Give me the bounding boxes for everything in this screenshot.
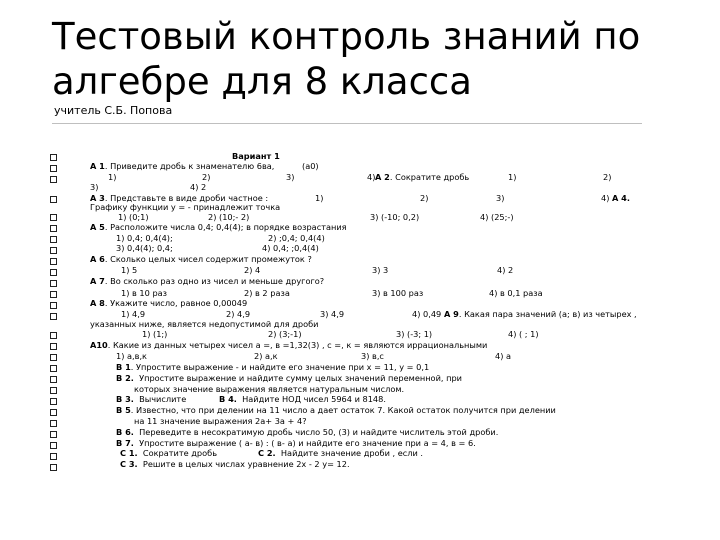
title-line-2: алгебре для 8 класса bbox=[52, 60, 472, 103]
answer-option: 3) в 100 раз bbox=[372, 288, 424, 298]
question-label: А 7 bbox=[90, 276, 105, 286]
question-label: А 9 bbox=[444, 309, 459, 319]
question-label: А 5 bbox=[90, 222, 105, 232]
question-b2-text2: которых значение выражения является натуральным числом. bbox=[134, 384, 405, 394]
answer-option: 3) в,с bbox=[361, 351, 384, 361]
answer-option: 2) 4,9 bbox=[226, 309, 251, 319]
question-label: С 1. bbox=[120, 448, 138, 458]
question-b4 bbox=[219, 394, 386, 404]
question-text: . Известно, что при делении на 11 число а дает остаток 7. Какой остаток получится при делении bbox=[130, 405, 556, 415]
answer-option: 2) в 2 раза bbox=[244, 288, 290, 298]
answer-option: 4) (25;-) bbox=[480, 212, 514, 222]
question-text: Найдите НОД чисел 5964 и 8148. bbox=[242, 394, 386, 404]
question-label: А10 bbox=[90, 340, 108, 350]
question-label: В 6. bbox=[116, 427, 134, 437]
question-text: Найдите значение дроби , если . bbox=[280, 448, 424, 458]
question-b2 bbox=[116, 373, 462, 383]
question-text: Упростите выражение и найдите сумму целых значений переменной, при bbox=[139, 373, 462, 383]
answer-option: 4) а bbox=[495, 351, 512, 361]
answer-option: 1) bbox=[315, 193, 324, 203]
question-a5 bbox=[90, 222, 347, 232]
question-text: . Сократите дробь bbox=[389, 172, 470, 182]
question-a9-text2: указанных ниже, является недопустимой для дроби bbox=[90, 319, 319, 329]
answer-option: 2) (10;- 2) bbox=[208, 212, 250, 222]
answer-option: 3) 0,4(4); 0,4; bbox=[116, 243, 173, 253]
answer-option: 4) 2 bbox=[190, 182, 207, 192]
question-label: В 2. bbox=[116, 373, 134, 383]
answer-option: 4) bbox=[367, 172, 376, 182]
answer-option: 2) bbox=[202, 172, 211, 182]
question-a1 bbox=[90, 161, 274, 171]
answer-option: 3) 4,9 bbox=[320, 309, 345, 319]
answer-option: 4) ( ; 1) bbox=[508, 329, 539, 339]
question-label: С 2. bbox=[258, 448, 276, 458]
answer-option: 2) 4 bbox=[244, 265, 261, 275]
answer-option: 3) (-10; 0,2) bbox=[370, 212, 420, 222]
question-c2 bbox=[258, 448, 423, 458]
question-text: . Какая пара значений (а; в) из четырех , bbox=[458, 309, 637, 319]
answer-option: 4) в 0,1 раза bbox=[489, 288, 543, 298]
question-c3 bbox=[120, 459, 350, 469]
question-label: В 3. bbox=[116, 394, 134, 404]
question-text: . Во сколько раз одно из чисел и меньше другого? bbox=[104, 276, 325, 286]
question-a10 bbox=[90, 340, 487, 350]
answer-option: 3) bbox=[90, 182, 99, 192]
answer-option: 4) 0,4; ;0,4(4) bbox=[262, 243, 319, 253]
question-label: В 7. bbox=[116, 438, 134, 448]
question-a6 bbox=[90, 254, 312, 264]
question-a8 bbox=[90, 298, 247, 308]
question-text: . Представьте в виде дроби частное : bbox=[104, 193, 269, 203]
answer-option: 1) bbox=[108, 172, 117, 182]
question-label: В 5 bbox=[116, 405, 131, 415]
answer-option: 4) bbox=[601, 193, 610, 203]
question-a9 bbox=[444, 309, 637, 319]
answer-option: 2) bbox=[420, 193, 429, 203]
question-b1 bbox=[116, 362, 429, 372]
answer-option: 3) 3 bbox=[372, 265, 389, 275]
question-a1-note: (а0) bbox=[302, 161, 319, 171]
question-a4-text: Графику функции у = - принадлежит точка bbox=[90, 202, 281, 212]
question-b6 bbox=[116, 427, 498, 437]
question-label: В 1 bbox=[116, 362, 131, 372]
question-label: А 8 bbox=[90, 298, 105, 308]
answer-option: 3) bbox=[496, 193, 505, 203]
question-label: В 4. bbox=[219, 394, 237, 404]
question-label: А 2 bbox=[375, 172, 390, 182]
answer-option: 2) ;0,4; 0,4(4) bbox=[268, 233, 325, 243]
answer-option: 1) 5 bbox=[121, 265, 138, 275]
question-text: Вычислите bbox=[139, 394, 187, 404]
question-label: А 3 bbox=[90, 193, 105, 203]
answer-option: 3) bbox=[286, 172, 295, 182]
answer-option: 3) (-3; 1) bbox=[396, 329, 433, 339]
variant-heading: Вариант 1 bbox=[232, 151, 280, 161]
question-b7 bbox=[116, 438, 476, 448]
answer-option: 2) (3;-1) bbox=[268, 329, 302, 339]
question-text: Упростите выражение ( а- в) : ( в- а) и найдите его значение при а = 4, в = 6. bbox=[139, 438, 476, 448]
question-b5-text2: на 11 значение выражения 2а+ 3а + 4? bbox=[134, 416, 307, 426]
answer-option: 1) bbox=[508, 172, 517, 182]
question-b5 bbox=[116, 405, 556, 415]
answer-option: 1) а,в,к bbox=[116, 351, 147, 361]
question-text: Сократите дробь bbox=[142, 448, 218, 458]
question-text: Переведите в несократимую дробь число 50, (3) и найдите числитель этой дроби. bbox=[139, 427, 499, 437]
question-a4-label: А 4. bbox=[612, 193, 630, 203]
title-line-1: Тестовый контроль знаний по bbox=[52, 15, 641, 58]
question-b3 bbox=[116, 394, 186, 404]
question-label: А 6 bbox=[90, 254, 105, 264]
question-a7 bbox=[90, 276, 324, 286]
answer-option: 1) 4,9 bbox=[121, 309, 146, 319]
answer-option: 4) 2 bbox=[497, 265, 514, 275]
answer-option: 2) а,к bbox=[254, 351, 278, 361]
answer-option: 4) 0,49 bbox=[412, 309, 442, 319]
question-label: А 1 bbox=[90, 161, 105, 171]
answer-option: 1) 0,4; 0,4(4); bbox=[116, 233, 173, 243]
question-text: Решите в целых числах уравнение 2х - 2 у= 12. bbox=[142, 459, 350, 469]
answer-option: 1) в 10 раз bbox=[121, 288, 168, 298]
answer-option: 2) bbox=[603, 172, 612, 182]
question-text: . Какие из данных четырех чисел а =, в =1,32(3) , с =, к = являются иррациональными bbox=[107, 340, 488, 350]
answer-option: 1) (0;1) bbox=[118, 212, 149, 222]
question-text: . Сколько целых чисел содержит промежуток ? bbox=[104, 254, 312, 264]
question-text: . Приведите дробь к знаменателю 6ва, bbox=[104, 161, 275, 171]
question-a2 bbox=[375, 172, 469, 182]
author-subtitle: учитель С.Б. Попова bbox=[54, 104, 173, 117]
question-label: С 3. bbox=[120, 459, 138, 469]
answer-option: 1) (1;) bbox=[142, 329, 168, 339]
question-text: . Укажите число, равное 0,00049 bbox=[104, 298, 248, 308]
question-c1 bbox=[120, 448, 217, 458]
question-text: . Упростите выражение - и найдите его значение при х = 11, у = 0,1 bbox=[130, 362, 430, 372]
question-text: . Расположите числа 0,4; 0,4(4); в порядке возрастания bbox=[104, 222, 347, 232]
